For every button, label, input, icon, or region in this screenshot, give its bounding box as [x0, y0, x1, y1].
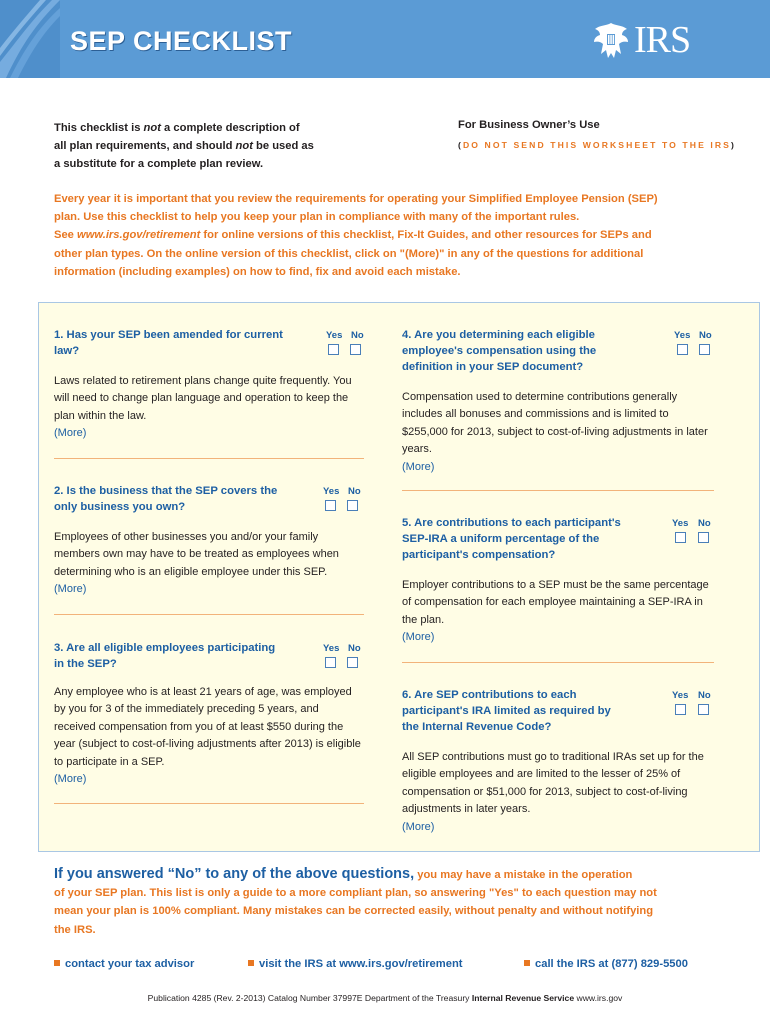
intro-text: all plan requirements, and should	[54, 140, 236, 152]
irs-logo-text: IRS	[634, 19, 691, 61]
yes-label: Yes	[323, 643, 340, 654]
no-label: No	[698, 690, 711, 701]
body-line: Employer contributions to a SEP must be the same percentage	[402, 579, 709, 591]
no-label: No	[348, 643, 361, 654]
divider	[402, 490, 714, 491]
body-line: adjustments in later years.	[402, 803, 531, 816]
question-6-title	[402, 687, 672, 735]
question-title-line: the Internal Revenue Code?	[402, 721, 552, 733]
header-banner	[0, 0, 770, 78]
body-line: eligible employees and are limited to the lesser of 25% of	[402, 768, 681, 781]
question-5-yes-checkbox[interactable]	[675, 532, 686, 543]
yes-label: Yes	[674, 330, 691, 341]
question-4-yes-checkbox[interactable]	[677, 344, 688, 355]
divider	[54, 458, 364, 459]
question-1-no-checkbox[interactable]	[350, 344, 361, 355]
intro-paragraph-line	[54, 226, 729, 244]
question-title-line: participant's compensation?	[402, 549, 556, 561]
irs-logo	[592, 18, 690, 62]
question-4-title	[402, 327, 672, 375]
question-title-line: in the SEP?	[54, 658, 117, 670]
question-title-line: 2. Is the business that the SEP covers the	[54, 485, 278, 497]
question-title-line: SEP-IRA a uniform percentage of the	[402, 533, 600, 545]
intro-text: a complete description of	[160, 122, 300, 134]
footer-agency: Internal Revenue Service	[471, 993, 575, 1003]
body-line: All SEP contributions must go to traditional IRAs set up for the	[402, 751, 704, 763]
body-line: Compensation used to determine contributions generally	[402, 391, 678, 403]
question-3-title	[54, 640, 334, 672]
body-line: Employees of other businesses you and/or your family	[54, 531, 319, 543]
question-3-body	[54, 684, 384, 788]
intro-line	[54, 137, 374, 155]
body-line: determining who is an eligible employee under this SEP.	[54, 565, 328, 578]
question-6-no-checkbox[interactable]	[698, 704, 709, 715]
body-line: of compensation for each employee maintaining a SEP-IRA in	[402, 596, 703, 609]
question-1-more-link[interactable]: (More)	[54, 427, 87, 440]
question-1-body	[54, 373, 374, 443]
question-3-yes-checkbox[interactable]	[325, 657, 336, 668]
no-label: No	[699, 330, 712, 341]
question-title-line: employee's compensation using the	[402, 345, 597, 357]
no-label: No	[698, 518, 711, 529]
body-line: years.	[402, 443, 432, 456]
divider	[402, 662, 714, 663]
contact-text: call the IRS at (877) 829-5500	[535, 958, 688, 970]
body-line: Laws related to retirement plans change quite frequently. You	[54, 375, 352, 387]
question-3-more-link[interactable]: (More)	[54, 773, 87, 786]
do-not-send-text: DO NOT SEND THIS WORKSHEET TO THE IRS	[462, 140, 732, 150]
do-not-send-notice: (DO NOT SEND THIS WORKSHEET TO THE IRS)	[458, 140, 736, 150]
closing-line: the IRS.	[54, 923, 96, 936]
footer-publication: Publication 4285 (Rev. 2-2013) Catalog Number 37997E Department of the Treasury	[147, 993, 472, 1003]
yes-label: Yes	[672, 518, 689, 529]
header-swoosh-graphic	[0, 0, 60, 78]
intro-emphasis: not	[143, 122, 161, 134]
body-line: to participate in a SEP.	[54, 755, 165, 768]
question-title-line: 3. Are all eligible employees participating	[54, 642, 276, 654]
bullet-icon	[524, 960, 530, 966]
body-line: members own may have to be treated as employees when	[54, 548, 339, 561]
question-2-body	[54, 529, 374, 599]
body-line: year (subject to cost-of-living adjustments after 2013) is eligible	[54, 738, 361, 751]
intro-paragraph-line: other plan types. On the online version of this checklist, click on "(More)" in any of the questions for additional	[54, 247, 644, 260]
question-title-line: 1. Has your SEP been amended for current	[54, 329, 283, 341]
body-line: includes all bonuses and commissions and is limited to	[402, 408, 669, 421]
intro-line	[54, 119, 374, 137]
question-5-more-link[interactable]: (More)	[402, 631, 435, 644]
retirement-link[interactable]: www.irs.gov/retirement	[77, 229, 201, 242]
see-prefix: See	[54, 229, 78, 242]
intro-line	[54, 155, 374, 173]
bullet-icon	[248, 960, 254, 966]
question-2-yes-checkbox[interactable]	[325, 500, 336, 511]
question-1-yes-checkbox[interactable]	[328, 344, 339, 355]
no-label: No	[351, 330, 364, 341]
contact-visit-irs[interactable]	[248, 958, 463, 970]
closing-lead: If you answered “No” to any of the above questions,	[54, 866, 415, 882]
question-title-line: only business you own?	[54, 501, 186, 513]
body-line: plan within the law.	[54, 409, 147, 422]
contact-text: visit the IRS at www.irs.gov/retirement	[259, 958, 463, 970]
question-title-line: law?	[54, 345, 80, 357]
question-title-line: participant's IRA limited as required by	[402, 705, 611, 717]
closing-lead-rest: you may have a mistake in the operation	[414, 869, 633, 881]
question-2-more-link[interactable]: (More)	[54, 583, 87, 596]
body-line: $255,000 for 2013, subject to cost-of-living adjustments in later	[402, 425, 708, 438]
question-6-body	[402, 749, 742, 836]
intro-text: This checklist is	[54, 122, 144, 134]
eagle-icon	[592, 20, 630, 60]
question-4-body	[402, 389, 737, 476]
owner-use-label: For Business Owner’s Use	[458, 119, 600, 131]
contact-text: contact your tax advisor	[65, 958, 195, 970]
question-4-more-link[interactable]: (More)	[402, 460, 435, 473]
question-2-title	[54, 483, 334, 515]
body-line: will need to change plan language and operation to keep the	[54, 392, 349, 405]
closing-line: mean your plan is 100% compliant. Many mistakes can be corrected easily, without penalty and without notifying	[54, 905, 654, 918]
yes-label: Yes	[323, 486, 340, 497]
yes-label: Yes	[326, 330, 343, 341]
question-4-no-checkbox[interactable]	[699, 344, 710, 355]
intro-disclaimer	[54, 119, 374, 173]
question-3-no-checkbox[interactable]	[347, 657, 358, 668]
question-5-no-checkbox[interactable]	[698, 532, 709, 543]
question-1-title	[54, 327, 334, 359]
see-suffix: for online versions of this checklist, Fix-It Guides, and other resources for SEPs and	[200, 229, 652, 242]
intro-text: be used as	[252, 140, 314, 152]
no-label: No	[348, 486, 361, 497]
intro-text: a substitute for a complete plan review.	[54, 158, 264, 170]
divider	[54, 614, 364, 615]
footer-website: www.irs.gov	[574, 993, 623, 1003]
body-line: the plan.	[402, 613, 445, 626]
question-2-no-checkbox[interactable]	[347, 500, 358, 511]
intro-paragraph-line: Every year it is important that you review the requirements for operating your Simplified Employee Pension (SEP)	[54, 193, 658, 205]
question-title-line: 6. Are SEP contributions to each	[402, 689, 577, 701]
closing-lead-line	[54, 865, 744, 884]
closing-paragraph	[54, 865, 744, 939]
yes-label: Yes	[672, 690, 689, 701]
intro-paragraph-line: information (including examples) on how to find, fix and avoid each mistake.	[54, 265, 461, 278]
contact-tax-advisor	[54, 958, 194, 970]
intro-paragraph	[54, 190, 729, 281]
bullet-icon	[54, 960, 60, 966]
intro-emphasis: not	[235, 140, 253, 152]
footer	[0, 993, 770, 1003]
contact-call-irs	[524, 958, 688, 970]
closing-line: of your SEP plan. This list is only a guide to a more compliant plan, so answering "Yes" to each question may not	[54, 887, 657, 900]
body-line: Any employee who is at least 21 years of age, was employed	[54, 686, 352, 698]
divider	[54, 803, 364, 804]
question-5-title	[402, 515, 672, 563]
question-title-line: definition in your SEP document?	[402, 361, 584, 373]
intro-paragraph-line: plan. Use this checklist to help you keep your plan in compliance with many of the important rules.	[54, 211, 580, 224]
question-title-line: 4. Are you determining each eligible	[402, 329, 595, 341]
question-6-more-link[interactable]: (More)	[402, 820, 435, 833]
body-line: received compensation from you of at least $550 during the	[54, 720, 344, 733]
question-6-yes-checkbox[interactable]	[675, 704, 686, 715]
question-title-line: 5. Are contributions to each participant's	[402, 517, 621, 529]
body-line: by you for 3 of the immediately preceding 5 years, and	[54, 703, 319, 716]
body-line: compensation or $51,000 for 2013, subject to cost-of-living	[402, 785, 688, 798]
page-title: SEP CHECKLIST	[70, 26, 293, 56]
question-5-body	[402, 577, 742, 647]
